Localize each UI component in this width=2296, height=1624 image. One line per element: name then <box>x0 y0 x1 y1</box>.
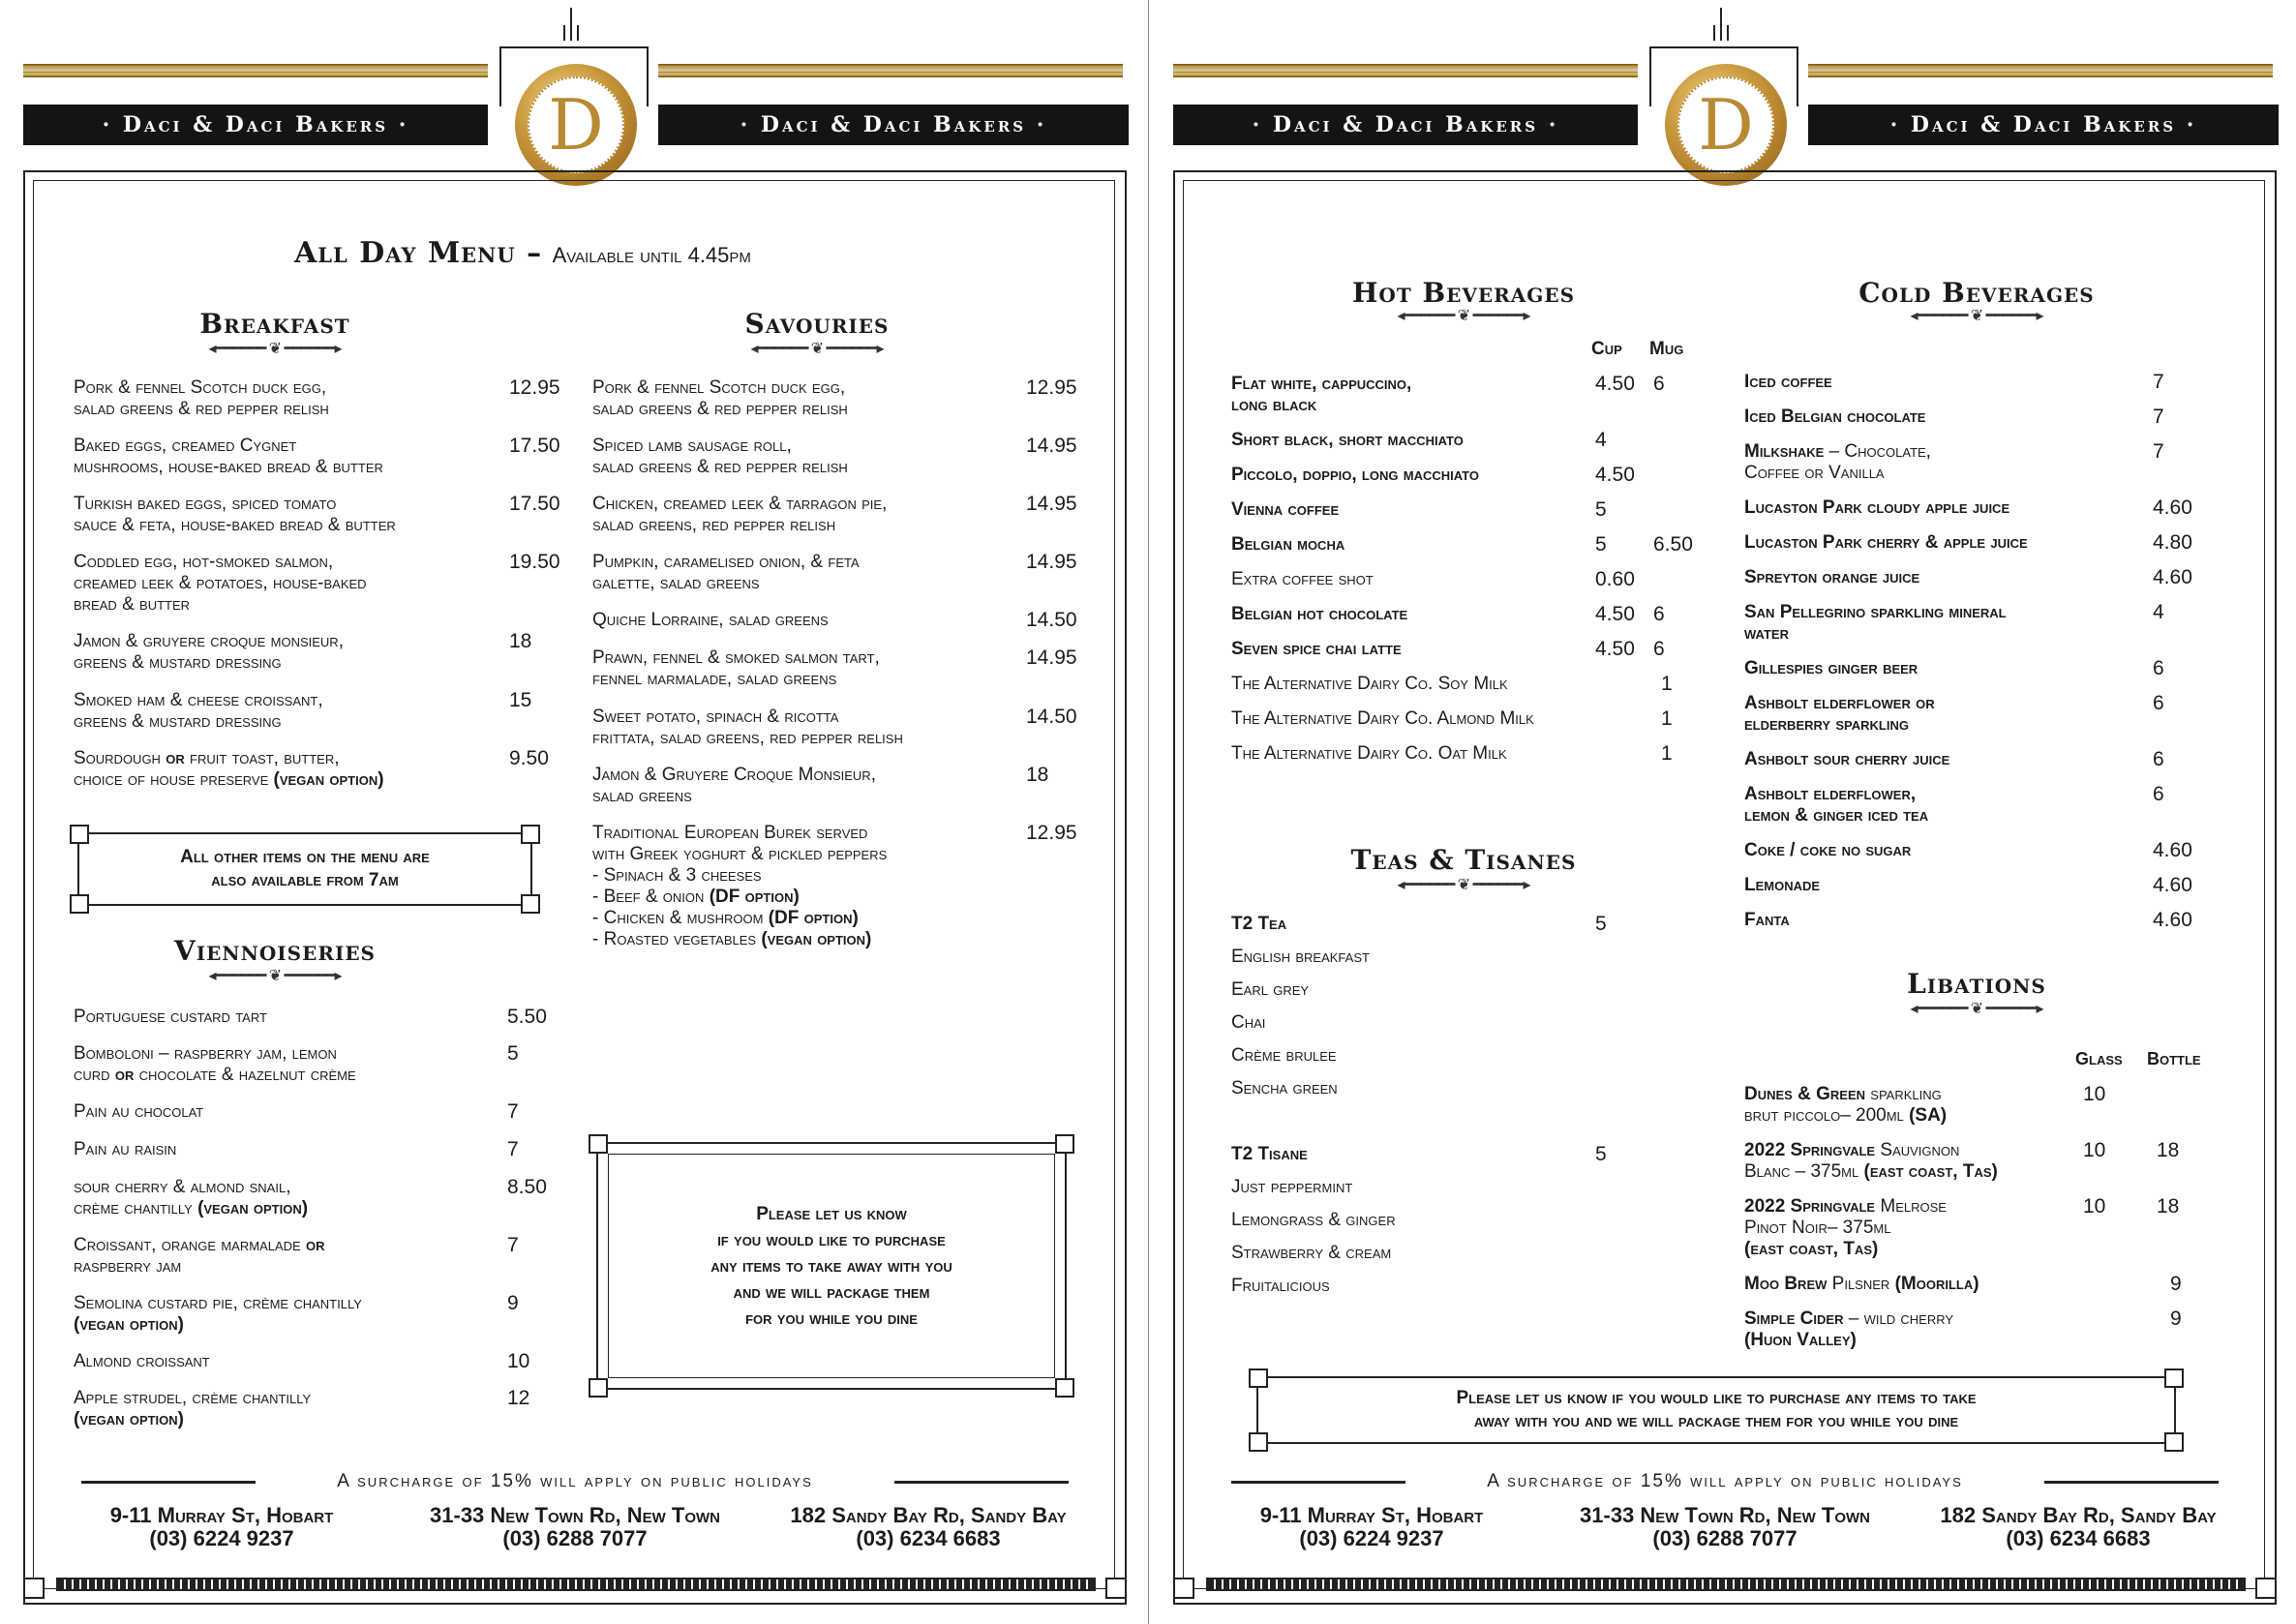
price: 12.95 <box>509 376 560 399</box>
logo-letter: D <box>1677 76 1774 173</box>
list-item: Gillespies ginger beer 6 <box>1744 657 2164 679</box>
brand-banner-right: · Daci & Daci Bakers · <box>1808 105 2279 145</box>
frame-corner <box>2255 1578 2277 1599</box>
list-item: Pumpkin, caramelised onion, & feta galette, salad greens 14.95 <box>592 551 1077 593</box>
cold-beverages-heading: Cold Beverages <box>1858 277 2095 309</box>
list-item: Fruitalicious <box>1231 1276 1330 1296</box>
breakfast-heading: Breakfast <box>199 308 350 340</box>
savouries-list <box>592 377 1115 948</box>
list-item: Pork & fennel Scotch duck egg, salad greens & red pepper relish 12.95 <box>592 376 1077 419</box>
hot-beverages-heading: Hot Beverages <box>1351 277 1576 309</box>
ornament-icon: ◂━━━━━━ ❦ ━━━━━━▸ <box>208 341 342 357</box>
menu-page-right <box>1173 0 2296 1624</box>
list-item: Belgian mocha 5 6.50 <box>1231 533 1693 556</box>
list-item: Lucaston Park cloudy apple juice 4.60 <box>1744 496 2192 519</box>
list-item: Smoked ham & cheese croissant, greens & mustard dressing 15 <box>74 689 532 732</box>
viennoiseries-heading: Viennoiseries <box>173 935 376 967</box>
list-item-burek: Traditional European Burek served with Greek yoghurt & pickled peppers - Spinach & 3 cheeses - Beef & onion (DF option) - Chicken & mushroom (DF option) - Roasted vegetables (vegan option) 12.95 <box>592 822 1077 949</box>
list-item: Lemongrass & ginger <box>1231 1210 1396 1230</box>
list-item: Spreyton orange juice 4.60 <box>1744 566 2192 588</box>
menu-page-left <box>23 0 1148 1624</box>
list-item: Dunes & Green sparkling brut piccolo– 200ml (SA) 10 <box>1744 1083 2106 1126</box>
list-item: 2022 Springvale Melrose Pinot Noir– 375ml (east coast, Tas) 10 18 <box>1744 1195 2180 1259</box>
list-item: Pork & fennel Scotch duck egg, salad greens & red pepper relish 12.95 <box>74 376 560 419</box>
takeaway-note: Please let us know if you would like to purchase any items to take away with you and we will package them for you while you dine <box>596 1142 1067 1390</box>
ornament-icon: ◂━━━━━━ ❦ ━━━━━━▸ <box>208 968 342 984</box>
list-item: Sweet potato, spinach & ricotta frittata, salad greens, red pepper relish 14.50 <box>592 706 1077 748</box>
price: 17.50 <box>509 493 560 515</box>
list-item: Pain au raisin 7 <box>74 1138 519 1160</box>
list-item: Crème brulee <box>1231 1045 1337 1066</box>
cold-beverages-list <box>1744 372 2228 945</box>
list-item: Apple strudel, crème chantilly (vegan option) 12 <box>74 1387 530 1429</box>
col-glass: Glass <box>2075 1049 2123 1068</box>
location-sandy-bay: 182 Sandy Bay Rd, Sandy Bay (03) 6234 6683 <box>790 1503 1067 1550</box>
list-item: Portuguese custard tart 5.50 <box>74 1006 547 1028</box>
list-item: Coddled egg, hot-smoked salmon, creamed leek & potatoes, house-baked bread & butter 19.50 <box>74 551 560 615</box>
list-item: The Alternative Dairy Co. Soy Milk 1 <box>1231 673 1673 695</box>
list-item: Lemonade 4.60 <box>1744 874 2192 896</box>
list-item: Strawberry & cream <box>1231 1243 1392 1263</box>
takeaway-note: Please let us know if you would like to purchase any items to take away with you and we will package them for you while you dine <box>1256 1376 2176 1444</box>
list-item: Baked eggs, creamed Cygnet mushrooms, house-baked bread & butter 17.50 <box>74 435 560 477</box>
ornament-icon: ◂━━━━━━ ❦ ━━━━━━▸ <box>750 341 884 357</box>
list-item: Sourdough or fruit toast, butter, choice of house preserve (vegan option) 9.50 <box>74 747 549 790</box>
price: 18 <box>509 630 532 652</box>
price: 19.50 <box>509 551 560 573</box>
list-item: English breakfast <box>1231 947 1370 967</box>
list-item: Jamon & Gruyere Croque Monsieur, salad greens 18 <box>592 764 1049 806</box>
list-item: Just peppermint <box>1231 1177 1353 1197</box>
ornament-icon: ◂━━━━━━ ❦ ━━━━━━▸ <box>1910 1001 2043 1017</box>
list-item: Moo Brew Pilsner (Moorilla) 9 <box>1744 1273 2182 1295</box>
list-item: Bomboloni – raspberry jam, lemon curd or chocolate & hazelnut crème 5 <box>74 1042 519 1085</box>
list-item: Jamon & gruyere croque monsieur, greens & mustard dressing 18 <box>74 630 532 673</box>
location-new-town: 31-33 New Town Rd, New Town (03) 6288 7077 <box>1580 1503 1870 1550</box>
brand-banner-left: · Daci & Daci Bakers · <box>1173 105 1638 145</box>
logo <box>1665 64 1787 186</box>
list-item: T2 Tea 5 <box>1231 913 1607 935</box>
list-item: Sencha green <box>1231 1078 1338 1098</box>
list-item: Vienna coffee 5 <box>1231 498 1607 521</box>
ornament-icon: ◂━━━━━━ ❦ ━━━━━━▸ <box>1910 308 2043 324</box>
gold-rule-right <box>658 64 1123 77</box>
price: 15 <box>509 689 532 711</box>
list-item: The Alternative Dairy Co. Almond Milk 1 <box>1231 707 1673 730</box>
list-item: Chai <box>1231 1012 1266 1033</box>
teas-list <box>1231 914 1696 1308</box>
list-item: San Pellegrino sparkling mineral water 4 <box>1744 601 2164 644</box>
ornament-icon: ◂━━━━━━ ❦ ━━━━━━▸ <box>1397 877 1530 893</box>
breakfast-list <box>74 377 587 806</box>
menu-title-sub: Available until 4.45pm <box>552 243 751 267</box>
list-item: Belgian hot chocolate 4.50 6 <box>1231 603 1665 625</box>
list-item: Turkish baked eggs, spiced tomato sauce & feta, house-baked bread & butter 17.50 <box>74 493 560 535</box>
list-item: Ashbolt elderflower, lemon & ginger iced tea 6 <box>1744 783 2164 826</box>
surcharge-notice: A surcharge of 15% will apply on public holidays <box>1487 1471 1963 1491</box>
col-bottle: Bottle <box>2147 1049 2201 1068</box>
price: 17.50 <box>509 435 560 457</box>
list-item: Chicken, creamed leek & tarragon pie, salad greens, red pepper relish 14.95 <box>592 493 1077 535</box>
list-item: Iced Belgian chocolate 7 <box>1744 406 2164 428</box>
list-item: Piccolo, doppio, long macchiato 4.50 <box>1231 464 1635 486</box>
list-item: Short black, short macchiato 4 <box>1231 429 1607 451</box>
list-item: Coke / coke no sugar 4.60 <box>1744 839 2192 861</box>
list-item: Milkshake – Chocolate, Coffee or Vanilla 7 <box>1744 440 2164 483</box>
col-cup: Cup <box>1591 339 1622 359</box>
list-item: Semolina custard pie, crème chantilly (vegan option) 9 <box>74 1292 519 1335</box>
list-item: sour cherry & almond snail, crème chantilly (vegan option) 8.50 <box>74 1176 547 1218</box>
frame-corner <box>1173 1578 1194 1599</box>
location-hobart: 9-11 Murray St, Hobart (03) 6224 9237 <box>1259 1503 1484 1550</box>
teas-heading: Teas & Tisanes <box>1350 844 1577 876</box>
logo-letter: D <box>528 76 624 173</box>
list-item: Ashbolt elderflower or elderberry sparkling 6 <box>1744 692 2164 735</box>
location-sandy-bay: 182 Sandy Bay Rd, Sandy Bay (03) 6234 6683 <box>1940 1503 2217 1550</box>
menu-title <box>294 236 914 270</box>
list-item: Ashbolt sour cherry juice 6 <box>1744 748 2164 770</box>
list-item: Croissant, orange marmalade or raspberry jam 7 <box>74 1234 519 1277</box>
frame-corner <box>1105 1578 1127 1599</box>
list-item: Pain au chocolat 7 <box>74 1100 519 1123</box>
menu-title-text: All Day Menu – <box>294 236 543 270</box>
list-item: The Alternative Dairy Co. Oat Milk 1 <box>1231 742 1673 765</box>
libations-list <box>1744 1084 2248 1365</box>
libations-heading: Libations <box>1907 968 2046 1000</box>
list-item: Iced coffee 7 <box>1744 371 2164 393</box>
col-mug: Mug <box>1649 339 1684 359</box>
frame-corner <box>23 1578 45 1599</box>
list-item: Prawn, fennel & smoked salmon tart, fennel marmalade, salad greens 14.95 <box>592 647 1077 689</box>
brand-banner-right: · Daci & Daci Bakers · <box>658 105 1129 145</box>
list-item: Quiche Lorraine, salad greens 14.50 <box>592 609 1077 631</box>
location-new-town: 31-33 New Town Rd, New Town (03) 6288 7077 <box>430 1503 720 1550</box>
list-item: Spiced lamb sausage roll, salad greens & red pepper relish 14.95 <box>592 435 1077 477</box>
all-day-note: All other items on the menu are also available from 7am <box>77 832 532 906</box>
gold-rule-right <box>1808 64 2273 77</box>
price: 9.50 <box>509 747 549 769</box>
location-hobart: 9-11 Murray St, Hobart (03) 6224 9237 <box>109 1503 334 1550</box>
list-item: Extra coffee shot 0.60 <box>1231 568 1635 590</box>
list-item: Simple Cider – wild cherry (Huon Valley) 9 <box>1744 1308 2182 1350</box>
gold-rule-left <box>1173 64 1638 77</box>
list-item: 2022 Springvale Sauvignon Blanc – 375ml (east coast, Tas) 10 18 <box>1744 1139 2180 1182</box>
gold-rule-left <box>23 64 488 77</box>
list-item: T2 Tisane 5 <box>1231 1143 1607 1165</box>
savouries-heading: Savouries <box>744 308 890 340</box>
bottom-band <box>56 1578 1096 1591</box>
brand-banner-left: · Daci & Daci Bakers · <box>23 105 488 145</box>
list-item: Almond croissant 10 <box>74 1350 530 1372</box>
list-item: Fanta 4.60 <box>1744 909 2192 931</box>
surcharge-notice: A surcharge of 15% will apply on public holidays <box>337 1471 813 1491</box>
list-item: Seven spice chai latte 4.50 6 <box>1231 638 1665 660</box>
list-item: Earl grey <box>1231 979 1310 1000</box>
logo <box>515 64 637 186</box>
ornament-icon: ◂━━━━━━ ❦ ━━━━━━▸ <box>1397 308 1530 324</box>
list-item: Flat white, cappuccino, long black 4.50 6 <box>1231 373 1665 415</box>
viennoiseries-list <box>74 1007 587 1446</box>
hot-beverages-list <box>1231 374 1715 778</box>
bottom-band <box>1206 1578 2246 1591</box>
list-item: Lucaston Park cherry & apple juice 4.80 <box>1744 531 2192 554</box>
